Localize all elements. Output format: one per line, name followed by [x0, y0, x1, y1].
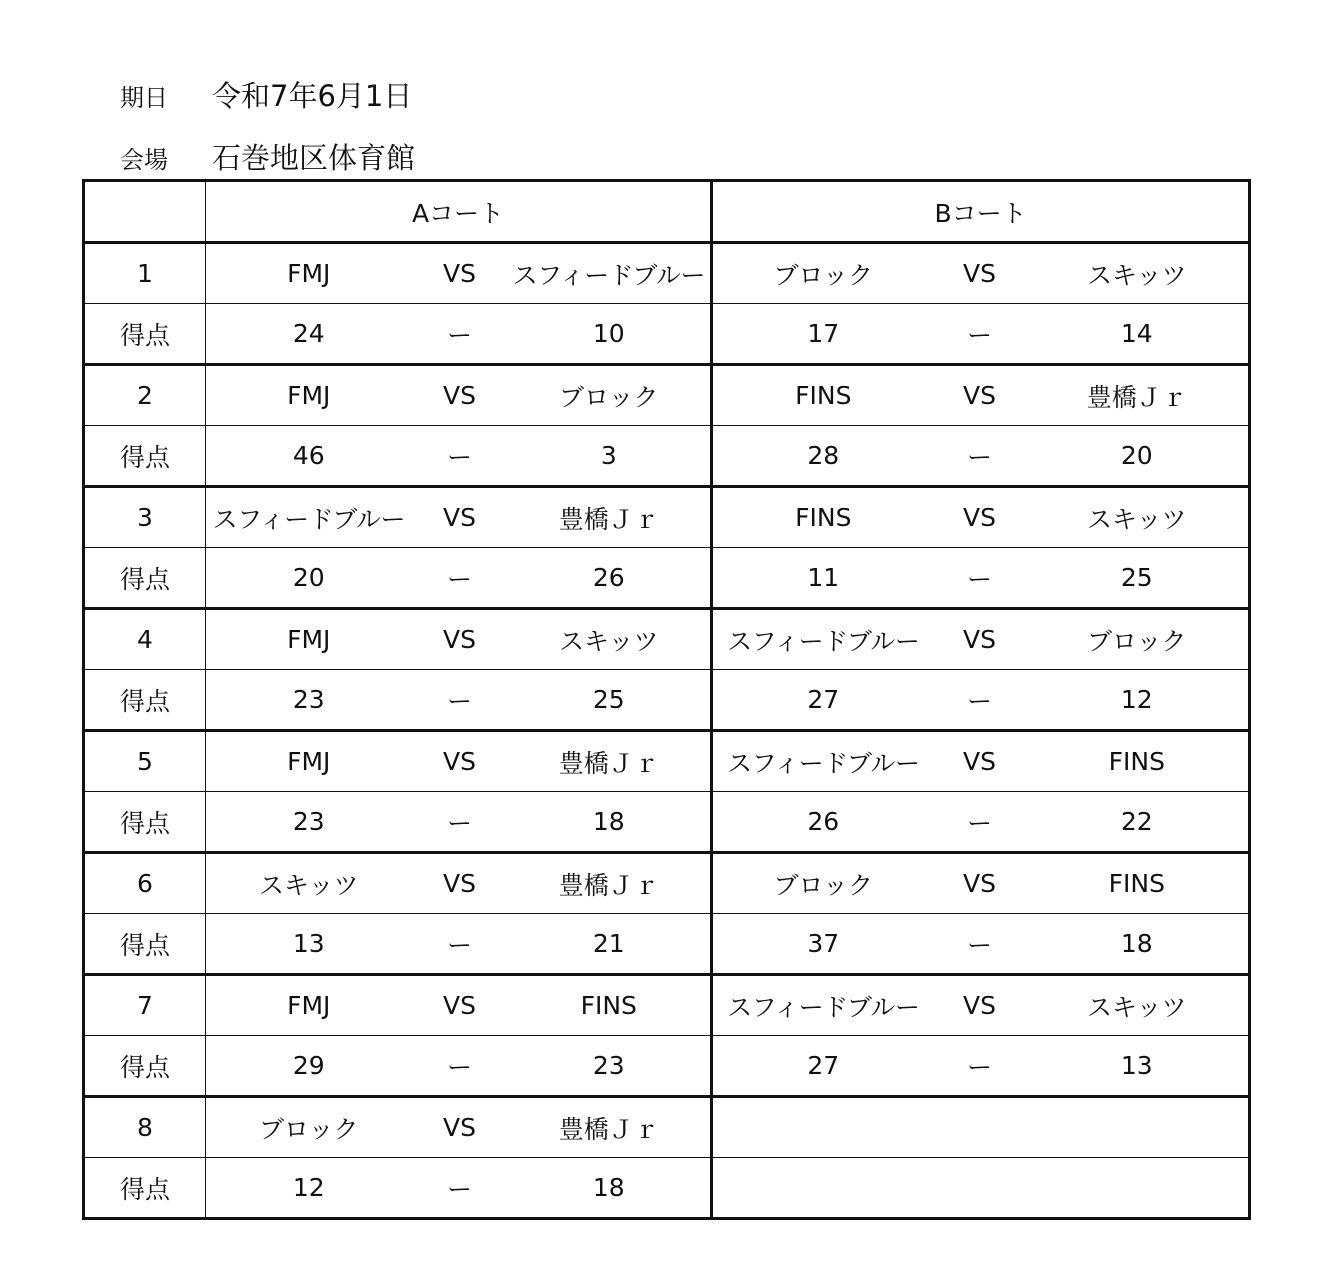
court-a-team2: FINS	[508, 975, 712, 1036]
court-b-team1: スフィードブルー	[712, 609, 934, 670]
score-row	[84, 426, 1250, 487]
court-a-header: Aコート	[206, 181, 712, 243]
court-a-score1: 13	[206, 914, 412, 975]
court-header-row	[84, 181, 1250, 243]
match-number: 6	[84, 853, 206, 914]
court-a-team1: スキッツ	[206, 853, 412, 914]
score-row	[84, 304, 1250, 365]
court-a-team2: 豊橋Ｊｒ	[508, 853, 712, 914]
court-a-score1: 23	[206, 792, 412, 853]
court-a-dash: ー	[412, 914, 508, 975]
court-a-vs: VS	[412, 365, 508, 426]
court-a-dash: ー	[412, 792, 508, 853]
court-b-dash: ー	[934, 792, 1026, 853]
score-row	[84, 670, 1250, 731]
court-b-score1: 27	[712, 1036, 934, 1097]
date-row	[120, 74, 412, 115]
court-a-team1: FMJ	[206, 975, 412, 1036]
court-b-empty-cell	[712, 1158, 1250, 1219]
court-a-vs: VS	[412, 731, 508, 792]
court-b-score2: 18	[1026, 914, 1250, 975]
court-a-dash: ー	[412, 548, 508, 609]
court-a-score2: 10	[508, 304, 712, 365]
court-b-vs: VS	[934, 609, 1026, 670]
court-b-team1: FINS	[712, 487, 934, 548]
match-row	[84, 487, 1250, 548]
court-b-score2: 22	[1026, 792, 1250, 853]
court-b-vs: VS	[934, 243, 1026, 304]
court-a-score2: 18	[508, 1158, 712, 1219]
match-number: 1	[84, 243, 206, 304]
court-a-dash: ー	[412, 1036, 508, 1097]
court-a-score2: 3	[508, 426, 712, 487]
score-label: 得点	[84, 914, 206, 975]
court-a-vs: VS	[412, 243, 508, 304]
match-number: 8	[84, 1097, 206, 1158]
court-b-empty-cell	[712, 1097, 1250, 1158]
court-b-score1: 26	[712, 792, 934, 853]
court-a-score1: 29	[206, 1036, 412, 1097]
court-b-team1: ブロック	[712, 853, 934, 914]
match-number: 2	[84, 365, 206, 426]
court-a-team2: スフィードブルー	[508, 243, 712, 304]
score-label: 得点	[84, 1036, 206, 1097]
court-a-dash: ー	[412, 304, 508, 365]
court-b-dash: ー	[934, 914, 1026, 975]
match-number: 3	[84, 487, 206, 548]
court-b-score1: 27	[712, 670, 934, 731]
court-a-score2: 18	[508, 792, 712, 853]
court-a-vs: VS	[412, 609, 508, 670]
court-b-dash: ー	[934, 548, 1026, 609]
court-a-score2: 26	[508, 548, 712, 609]
court-a-score2: 23	[508, 1036, 712, 1097]
court-a-dash: ー	[412, 426, 508, 487]
court-b-team2: スキッツ	[1026, 975, 1250, 1036]
court-b-score1: 28	[712, 426, 934, 487]
court-a-score1: 46	[206, 426, 412, 487]
match-row	[84, 609, 1250, 670]
court-b-dash: ー	[934, 670, 1026, 731]
score-label: 得点	[84, 548, 206, 609]
court-b-score1: 11	[712, 548, 934, 609]
court-a-team1: FMJ	[206, 609, 412, 670]
court-b-vs: VS	[934, 487, 1026, 548]
court-b-team1: スフィードブルー	[712, 975, 934, 1036]
match-row	[84, 975, 1250, 1036]
court-a-team1: FMJ	[206, 243, 412, 304]
court-b-score1: 37	[712, 914, 934, 975]
score-row	[84, 1158, 1250, 1219]
score-label: 得点	[84, 426, 206, 487]
score-row	[84, 914, 1250, 975]
court-b-score2: 12	[1026, 670, 1250, 731]
court-b-team2: ブロック	[1026, 609, 1250, 670]
score-label: 得点	[84, 304, 206, 365]
match-number: 5	[84, 731, 206, 792]
court-b-vs: VS	[934, 975, 1026, 1036]
venue-value: 石巻地区体育館	[212, 141, 416, 175]
match-row	[84, 731, 1250, 792]
match-number: 7	[84, 975, 206, 1036]
court-b-team1: ブロック	[712, 243, 934, 304]
court-b-team2: スキッツ	[1026, 243, 1250, 304]
court-a-vs: VS	[412, 487, 508, 548]
court-a-team2: ブロック	[508, 365, 712, 426]
court-a-score2: 25	[508, 670, 712, 731]
court-b-score1: 17	[712, 304, 934, 365]
court-a-vs: VS	[412, 1097, 508, 1158]
court-b-team2: 豊橋Ｊｒ	[1026, 365, 1250, 426]
court-a-vs: VS	[412, 975, 508, 1036]
match-row	[84, 243, 1250, 304]
court-b-team2: FINS	[1026, 853, 1250, 914]
court-a-team2: 豊橋Ｊｒ	[508, 1097, 712, 1158]
court-a-team1: ブロック	[206, 1097, 412, 1158]
court-a-team1: FMJ	[206, 731, 412, 792]
date-label: 期日	[120, 84, 168, 112]
court-a-team1: スフィードブルー	[206, 487, 412, 548]
court-b-dash: ー	[934, 304, 1026, 365]
match-row	[84, 365, 1250, 426]
court-b-score2: 25	[1026, 548, 1250, 609]
court-a-team2: 豊橋Ｊｒ	[508, 731, 712, 792]
match-number: 4	[84, 609, 206, 670]
court-a-score1: 23	[206, 670, 412, 731]
court-a-score1: 20	[206, 548, 412, 609]
court-a-dash: ー	[412, 1158, 508, 1219]
court-b-dash: ー	[934, 426, 1026, 487]
court-b-dash: ー	[934, 1036, 1026, 1097]
venue-row	[120, 136, 415, 177]
court-b-vs: VS	[934, 365, 1026, 426]
court-b-team1: スフィードブルー	[712, 731, 934, 792]
court-b-team2: スキッツ	[1026, 487, 1250, 548]
score-label: 得点	[84, 792, 206, 853]
corner-cell	[84, 181, 206, 243]
score-row	[84, 792, 1250, 853]
court-a-team1: FMJ	[206, 365, 412, 426]
score-row	[84, 548, 1250, 609]
match-row	[84, 853, 1250, 914]
court-b-vs: VS	[934, 853, 1026, 914]
court-b-team2: FINS	[1026, 731, 1250, 792]
court-b-score2: 14	[1026, 304, 1250, 365]
court-a-team2: スキッツ	[508, 609, 712, 670]
court-b-score2: 20	[1026, 426, 1250, 487]
court-b-header: Bコート	[712, 181, 1250, 243]
court-a-vs: VS	[412, 853, 508, 914]
court-a-score1: 12	[206, 1158, 412, 1219]
score-label: 得点	[84, 670, 206, 731]
court-b-score2: 13	[1026, 1036, 1250, 1097]
venue-label: 会場	[120, 146, 168, 174]
court-a-dash: ー	[412, 670, 508, 731]
court-a-score1: 24	[206, 304, 412, 365]
court-b-team1: FINS	[712, 365, 934, 426]
score-row	[84, 1036, 1250, 1097]
match-row	[84, 1097, 1250, 1158]
court-a-team2: 豊橋Ｊｒ	[508, 487, 712, 548]
court-a-score2: 21	[508, 914, 712, 975]
match-schedule-table	[82, 179, 1251, 1220]
score-label: 得点	[84, 1158, 206, 1219]
date-value: 令和7年6月1日	[212, 79, 413, 113]
court-b-vs: VS	[934, 731, 1026, 792]
